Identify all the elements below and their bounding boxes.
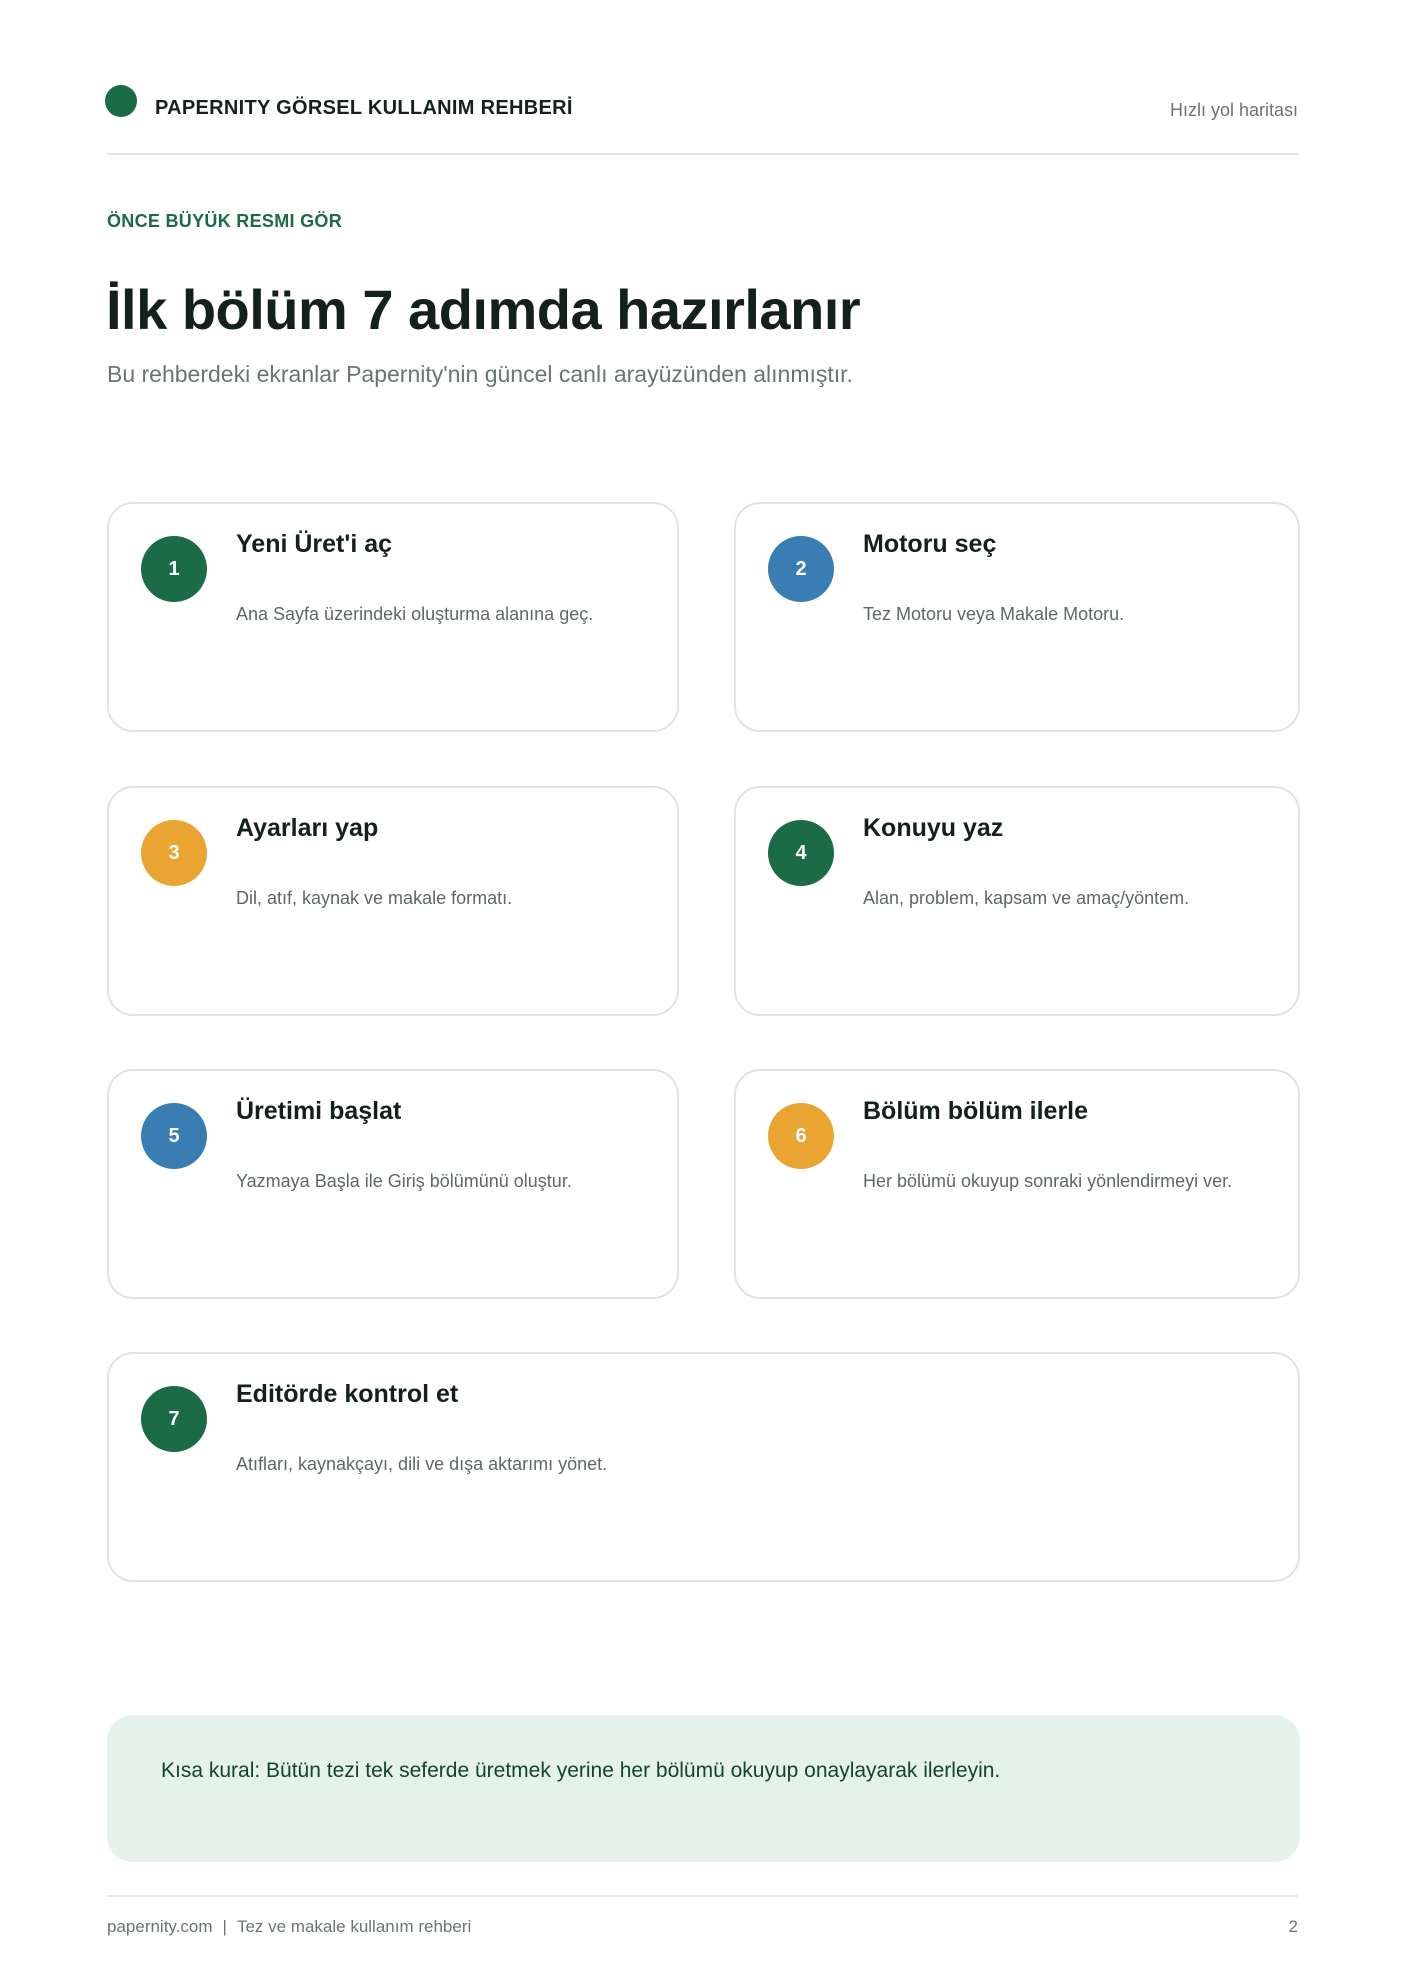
step-description: Ana Sayfa üzerindeki oluşturma alanına geç. xyxy=(236,604,594,624)
header-divider xyxy=(107,153,1298,155)
step-description: Yazmaya Başla ile Giriş bölümünü oluştur. xyxy=(236,1171,572,1191)
step-number-badge: 1 xyxy=(141,536,207,602)
step-title: Yeni Üret'i aç xyxy=(236,530,393,558)
step-title: Üretimi başlat xyxy=(236,1097,402,1125)
step-card-5 xyxy=(107,1069,679,1299)
step-title: Bölüm bölüm ilerle xyxy=(863,1097,1089,1125)
step-title: Editörde kontrol et xyxy=(236,1380,459,1408)
step-card-1 xyxy=(107,502,679,732)
footer-site: papernity.com xyxy=(107,1917,213,1936)
step-card-3 xyxy=(107,786,679,1016)
step-description: Tez Motoru veya Makale Motoru. xyxy=(863,604,1125,624)
footer-guide-name: Tez ve makale kullanım rehberi xyxy=(236,1917,472,1936)
step-card-4 xyxy=(734,786,1300,1016)
step-number-badge: 2 xyxy=(768,536,834,602)
page-subtitle: Bu rehberdeki ekranlar Papernity'nin güncel canlı arayüzünden alınmıştır. xyxy=(107,361,853,387)
step-title: Motoru seç xyxy=(863,530,997,558)
eyebrow-label: ÖNCE BÜYÜK RESMI GÖR xyxy=(107,211,343,231)
short-rule-callout xyxy=(107,1715,1300,1862)
page-number: 2 xyxy=(1288,1917,1298,1936)
step-description: Dil, atıf, kaynak ve makale formatı. xyxy=(236,888,513,908)
step-description: Alan, problem, kapsam ve amaç/yöntem. xyxy=(863,888,1190,908)
step-number-badge: 3 xyxy=(141,820,207,886)
brand-dot-icon xyxy=(105,85,137,117)
step-title: Konuyu yaz xyxy=(863,814,1004,842)
step-card-7 xyxy=(107,1352,1300,1582)
step-number-badge: 6 xyxy=(768,1103,834,1169)
footer-separator: | xyxy=(222,1917,227,1936)
footer-divider xyxy=(107,1895,1298,1897)
step-description: Atıfları, kaynakçayı, dili ve dışa aktarımı yönet. xyxy=(236,1454,608,1474)
footer-left xyxy=(107,1917,471,1937)
step-number-badge: 4 xyxy=(768,820,834,886)
header-section-label: Hızlı yol haritası xyxy=(1169,100,1298,120)
step-number-badge: 7 xyxy=(141,1386,207,1452)
page-title: İlk bölüm 7 adımda hazırlanır xyxy=(106,278,861,341)
short-rule-text: Kısa kural: Bütün tezi tek seferde üretmek yerine her bölümü okuyup onaylayarak ilerleyin. xyxy=(161,1759,1001,1782)
step-number-badge: 5 xyxy=(141,1103,207,1169)
step-description: Her bölümü okuyup sonraki yönlendirmeyi ver. xyxy=(863,1171,1233,1191)
brand-title: PAPERNITY GÖRSEL KULLANIM REHBERİ xyxy=(155,97,573,119)
step-card-2 xyxy=(734,502,1300,732)
step-title: Ayarları yap xyxy=(236,814,379,842)
step-card-6 xyxy=(734,1069,1300,1299)
